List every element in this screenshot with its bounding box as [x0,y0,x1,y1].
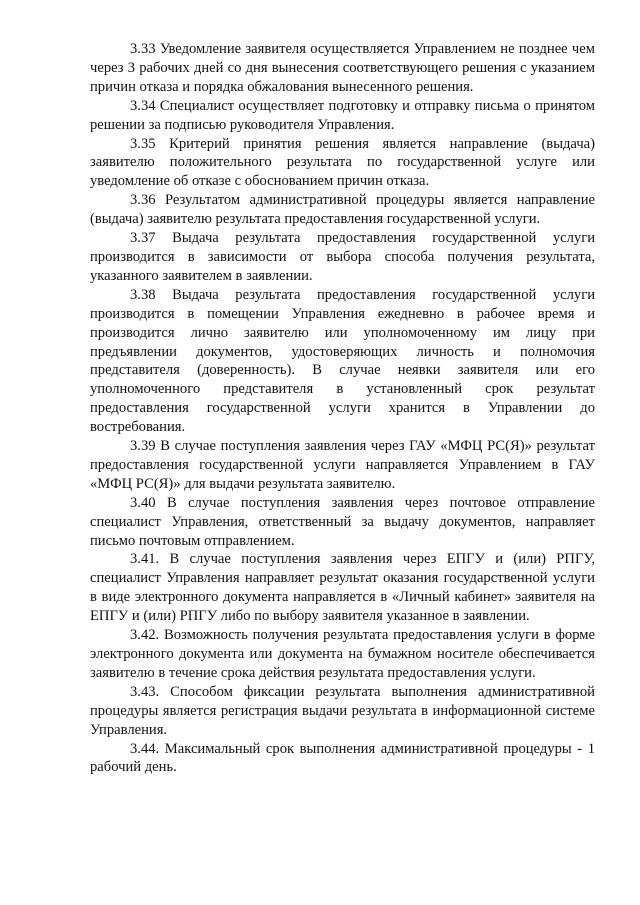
paragraph-3-34: 3.34 Специалист осуществляет подготовку и отправку письма о принятом решении за подписью руководителя Управления. [90,97,595,133]
paragraph-3-36: 3.36 Результатом административной процедуры является направление (выдача) заявителю результата предоставления государственной услуги. [90,192,595,228]
paragraph-3-44: 3.44. Максимальный срок выполнения административной процедуры - 1 рабочий день. [90,740,595,776]
paragraph-3-41: 3.41. В случае поступления заявления через ЕПГУ и (или) РПГУ, специалист Управления направляет результат оказания государственной услуги в виде электронного документа направляется в «Личный кабинет» заявителя на ЕПГУ и (или) РПГУ либо по выбору заявителя указанное в заявлении. [90,551,595,625]
paragraph-3-38: 3.38 Выдача результата предоставления государственной услуги производится в помещении Управления ежедневно в рабочее время и производится лично заявителю или уполномоченному им лицу при предъявлении документов, удостоверяющих личность и полномочия представителя (доверенность). В случае неявки заявителя или его уполномоченного представителя в установленный срок результат предоставления государственной услуги хранится в Управлении до востребования. [90,286,595,436]
paragraph-3-43: 3.43. Способом фиксации результата выполнения административной процедуры является регистрация выдачи результата в информационной системе Управления. [90,683,595,738]
paragraph-3-39: 3.39 В случае поступления заявления через ГАУ «МФЦ РС(Я)» результат предоставления государственной услуги направляется Управлением в ГАУ «МФЦ РС(Я)» для выдачи результата заявителю. [90,438,595,492]
paragraph-3-33: 3.33 Уведомление заявителя осуществляется Управлением не позднее чем через 3 рабочих дней со дня вынесения соответствующего решения с указанием причин отказа и порядка обжалования вынесенного решения. [90,41,595,95]
paragraph-3-42: 3.42. Возможность получения результата предоставления услуги в форме электронного документа или документа на бумажном носителе обеспечивается заявителю в течение срока действия результата предоставления услуги. [90,627,595,681]
paragraph-3-35: 3.35 Критерий принятия решения является направление (выдача) заявителю положительного результата по государственной услуге или уведомление об отказе с обоснованием причин отказа. [90,135,595,190]
paragraph-3-40: 3.40 В случае поступления заявления через почтовое отправление специалист Управления, ответственный за выдачу документов, направляет письмо почтовым отправлением. [90,494,595,549]
document-body [90,40,595,777]
paragraph-3-37: 3.37 Выдача результата предоставления государственной услуги производится в зависимости от выбора способа получения результата, указанного заявителем в заявлении. [90,230,595,284]
